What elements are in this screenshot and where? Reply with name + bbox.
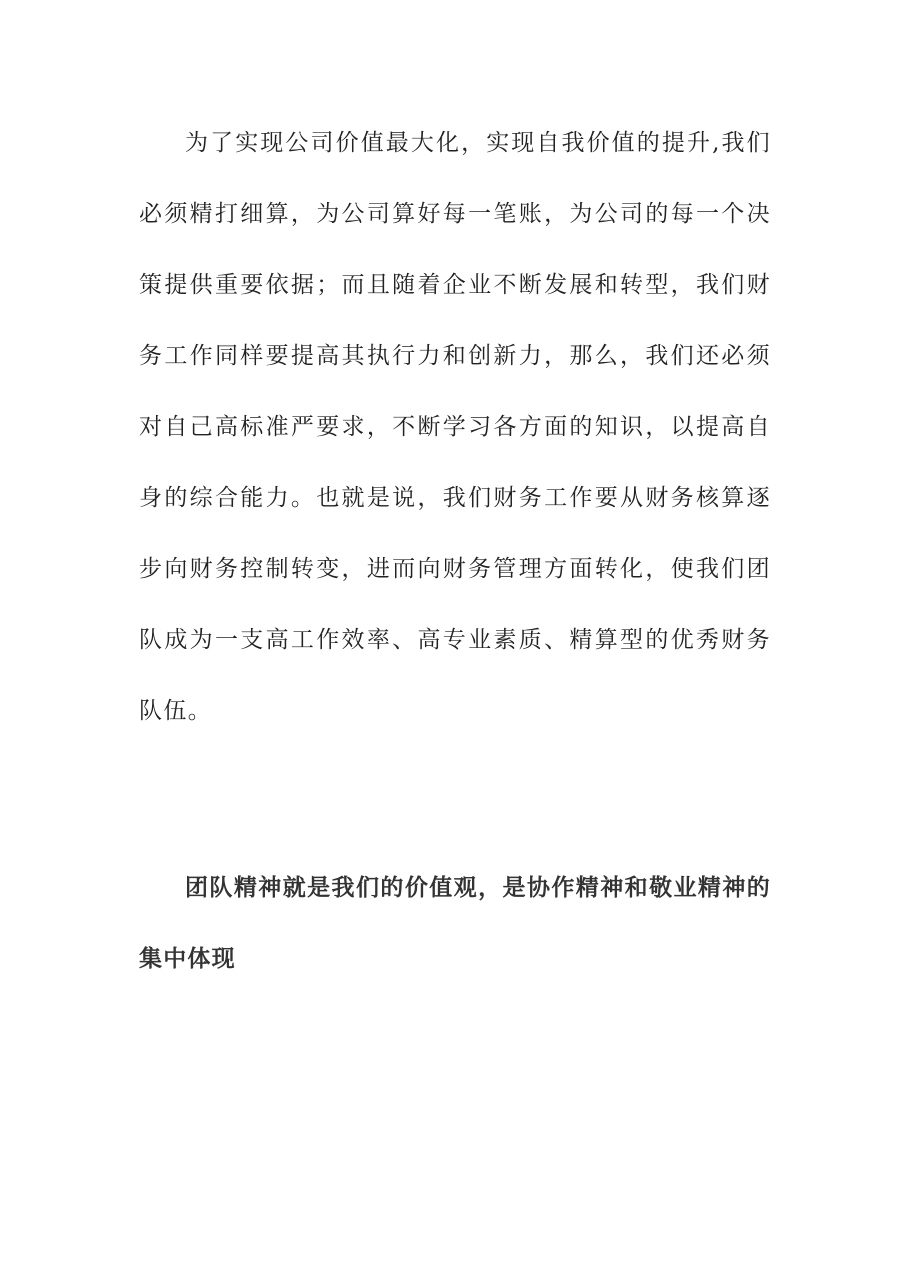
section-heading: 团队精神就是我们的价值观，是协作精神和敬业精神的集中体现 [139,875,771,972]
document-body [139,108,771,995]
body-paragraph: 为了实现公司价值最大化，实现自我价值的提升,我们必须精打细算，为公司算好每一笔账，为公司的每一个决策提供重要依据；而且随着企业不断发展和转型，我们财务工作同样要提高其执行力和创新力，那么，我们还必须对自己高标准严要求，不断学习各方面的知识，以提高自身的综合能力。也就是说，我们财务工作要从财务核算逐步向财务控制转变，进而向财务管理方面转化，使我们团队成为一支高工作效率、高专业素质、精算型的优秀财务队伍。 [139,130,771,724]
